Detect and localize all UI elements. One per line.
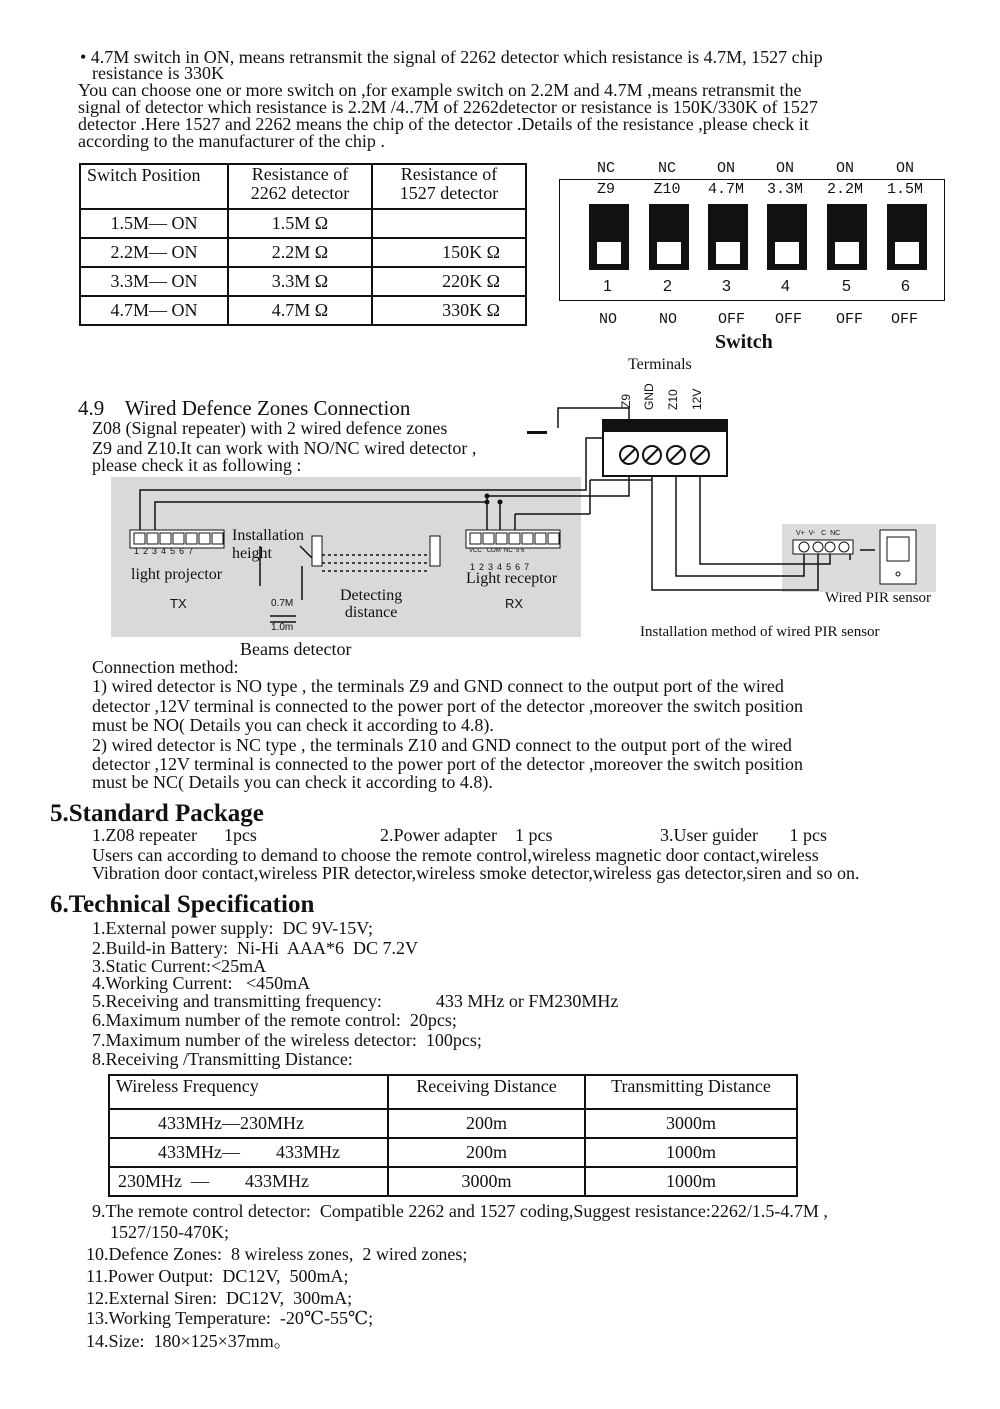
rx-num: 7 (524, 562, 534, 572)
rx-num: 4 (497, 562, 507, 572)
tx-num: 5 (170, 546, 180, 556)
table-header: Wireless Frequency (109, 1075, 388, 1109)
rx-label: RX (505, 596, 524, 611)
rx-num: 1 (470, 562, 480, 572)
table-cell: 330K Ω (372, 296, 526, 325)
rx-num: 5 (506, 562, 516, 572)
dip-switch-3 (708, 204, 748, 270)
switch-title: Switch (715, 331, 773, 353)
switch-col-3 (701, 160, 751, 198)
section-49-heading: 4.9 Wired Defence Zones Connection (78, 396, 411, 420)
rx-num: 2 (479, 562, 489, 572)
switch-label: 1.5M (886, 181, 923, 198)
section-49-line-3: please check it as following : (92, 455, 302, 475)
spec-line: 11.Power Output: DC12V, 500mA; (86, 1266, 349, 1286)
table-cell: 2.2M— ON (80, 238, 228, 267)
table-cell: 1000m (585, 1138, 797, 1167)
tx-num: 3 (152, 546, 162, 556)
table-cell: 1000m (585, 1167, 797, 1196)
table-cell: 3.3M— ON (80, 267, 228, 296)
switch-bottom-state: OFF (718, 311, 746, 328)
switch-number: 1 (603, 278, 612, 295)
tx-num: 2 (143, 546, 153, 556)
switch-number: 2 (663, 278, 672, 295)
section-6-heading: 6.Technical Specification (50, 891, 315, 918)
pir-term: NC (830, 530, 841, 537)
connection-line-1: 1) wired detector is NO type , the terminals Z9 and GND connect to the output port of the wired (92, 676, 784, 696)
switch-number: 4 (781, 278, 790, 295)
switch-label: 3.3M (766, 181, 803, 198)
table-cell: 150K Ω (372, 238, 526, 267)
spec-line: 12.External Siren: DC12V, 300mA; (86, 1288, 353, 1308)
switch-top-state: ON (895, 160, 914, 177)
switch-col-6 (880, 160, 930, 198)
table-cell: 3000m (388, 1167, 585, 1196)
table-cell: 4.7M Ω (228, 296, 372, 325)
intro-para-4: according to the manufacturer of the chip . (78, 131, 385, 151)
switch-diagram (555, 160, 950, 353)
switch-top-state: NC (596, 160, 615, 177)
spec-line: 2.Build-in Battery: Ni-Hi AAA*6 DC 7.2V (92, 938, 418, 958)
dim-label-2: 1.0m (271, 622, 294, 633)
switch-label: 4.7M (707, 181, 744, 198)
table-cell: 4.7M— ON (80, 296, 228, 325)
table-header: Resistance of 1527 detector (372, 164, 526, 209)
resistance-table (79, 163, 527, 326)
light-receptor-label: Light receptor (466, 570, 558, 587)
intro-bullet: • 4.7M switch in ON, means retransmit the signal of 2262 detector which resistance is 4.7M, 1527 chip (80, 47, 823, 67)
table-header: Transmitting Distance (585, 1075, 797, 1109)
terminal-label-12v: 12V (690, 388, 704, 410)
connection-title: Connection method: (92, 657, 239, 677)
terminal-label-z10: Z10 (666, 389, 680, 410)
pir-term: V- (808, 530, 816, 537)
rx-terminal-top (469, 548, 524, 554)
table-cell: 2.2M Ω (228, 238, 372, 267)
installation-height-label: Installation height (232, 527, 304, 562)
intro-para-1: You can choose one or more switch on ,for example switch on 2.2M and 4.7M ,means retransmit the (78, 80, 802, 100)
rx-top: COM (486, 548, 501, 554)
dim-label-1: 0.7M (271, 598, 294, 609)
pir-method-label: Installation method of wired PIR sensor (640, 624, 880, 640)
switch-top-state: ON (775, 160, 794, 177)
section-5-heading: 5.Standard Package (50, 800, 264, 827)
section-49-line-1: Z08 (Signal repeater) with 2 wired defence zones (92, 418, 448, 438)
tx-num: 4 (161, 546, 171, 556)
tx-num: 6 (179, 546, 189, 556)
dip-switch-5 (827, 204, 867, 270)
beams-detector-label: Beams detector (240, 639, 352, 659)
table-cell: 433MHz—230MHz (109, 1109, 388, 1138)
spec-line: 4.Working Current: <450mA (92, 973, 311, 993)
dip-switch-2 (649, 204, 689, 270)
pir-term: C (821, 530, 827, 537)
package-note-2: Vibration door contact,wireless PIR detector,wireless smoke detector,wireless gas detector,siren and so on. (92, 863, 860, 883)
switch-label: Z10 (653, 181, 681, 198)
switch-bottom-state: OFF (836, 311, 864, 328)
dip-switch-4 (767, 204, 807, 270)
table-cell: 220K Ω (372, 267, 526, 296)
switch-label: 2.2M (826, 181, 863, 198)
connection-line-4: 2) wired detector is NC type , the terminals Z10 and GND connect to the output port of the wired (92, 735, 792, 755)
rx-top: NC (504, 548, 513, 554)
intro-bullet-cont: resistance is 330K (92, 63, 224, 83)
table-cell: 3000m (585, 1109, 797, 1138)
table-header: Resistance of 2262 detector (228, 164, 372, 209)
table-header: Switch Position (80, 164, 228, 209)
switch-col-2 (642, 160, 692, 198)
terminals-title: Terminals (628, 356, 692, 373)
pir-term: V+ (796, 530, 805, 537)
spec-line: 10.Defence Zones: 8 wireless zones, 2 wired zones; (86, 1244, 468, 1264)
section-49-line-2: Z9 and Z10.It can work with NO/NC wired detector , (92, 438, 477, 458)
spec-line: 9.The remote control detector: Compatible 2262 and 1527 coding,Suggest resistance:2262/1.5-4.7M , (92, 1201, 828, 1221)
spec-line: 1527/150-470K; (110, 1222, 229, 1242)
switch-number: 3 (722, 278, 731, 295)
package-item-2: 2.Power adapter 1 pcs (380, 825, 553, 845)
spec-line: 13.Working Temperature: -20℃-55℃; (86, 1308, 374, 1328)
tx-num: 7 (188, 546, 198, 556)
spec-line: 6.Maximum number of the remote control: 20pcs; (92, 1010, 457, 1030)
table-cell: 230MHz — 433MHz (109, 1167, 388, 1196)
table-header: Receiving Distance (388, 1075, 585, 1109)
table-cell: 200m (388, 1109, 585, 1138)
intro-para-2: signal of detector which resistance is 2.2M /4..7M of 2262detector or resistance is 150K/330K of 1527 (78, 97, 818, 117)
terminal-label-gnd: GND (642, 383, 656, 410)
table-cell (372, 209, 526, 238)
spec-line: 7.Maximum number of the wireless detector: 100pcs; (92, 1030, 482, 1050)
switch-top-state: NC (657, 160, 676, 177)
connection-line-6: must be NC( Details you can check it according to 4.8). (92, 772, 493, 792)
detecting-distance-label: Detecting distance (340, 587, 403, 621)
switch-top-state: ON (716, 160, 735, 177)
light-projector-label: light projector (131, 566, 223, 583)
spec-line: 5.Receiving and transmitting frequency: 433 MHz or FM230MHz (92, 991, 619, 1011)
connection-line-2: detector ,12V terminal is connected to the power port of the detector ,moreover the switch position (92, 696, 803, 716)
terminal-label-z9: Z9 (619, 393, 633, 408)
rx-num: 3 (488, 562, 498, 572)
rx-top: 5 (516, 548, 520, 554)
dip-switch-1 (589, 204, 629, 270)
switch-bottom-state: NO (599, 311, 618, 328)
switch-top-state: ON (835, 160, 854, 177)
pir-sensor-label: Wired PIR sensor (825, 590, 932, 606)
package-item-3: 3.User guider 1 pcs (660, 825, 827, 845)
spec-line: 14.Size: 180×125×37mm。 (86, 1331, 292, 1351)
switch-number: 5 (842, 278, 851, 295)
tx-num: 1 (134, 546, 144, 556)
switch-bottom-state: OFF (891, 311, 919, 328)
table-cell: 1.5M— ON (80, 209, 228, 238)
switch-label: Z9 (596, 181, 615, 198)
table-cell: 433MHz— 433MHz (109, 1138, 388, 1167)
switch-number: 6 (901, 278, 910, 295)
connection-line-3: must be NO( Details you can check it according to 4.8). (92, 715, 494, 735)
table-cell: 1.5M Ω (228, 209, 372, 238)
wiring-diagram (0, 350, 1000, 660)
wiring-lines (0, 350, 1000, 660)
intro-para-3: detector .Here 1527 and 2262 means the chip of the detector .Details of the resistance ,please check it (78, 114, 809, 134)
switch-col-5 (820, 160, 870, 198)
frequency-table (108, 1074, 798, 1197)
tx-label: TX (170, 596, 187, 611)
dip-switch-6 (887, 204, 927, 270)
table-cell: 3.3M Ω (228, 267, 372, 296)
rx-num: 6 (515, 562, 525, 572)
switch-bottom-state: OFF (775, 311, 803, 328)
pir-terminal-labels (796, 530, 840, 537)
spec-line: 1.External power supply: DC 9V-15V; (92, 918, 373, 938)
rx-top: 6 (521, 548, 525, 554)
connection-line-5: detector ,12V terminal is connected to the power port of the detector ,moreover the switch position (92, 754, 803, 774)
package-note-1: Users can according to demand to choose the remote control,wireless magnetic door contact,wireless (92, 845, 819, 865)
switch-bottom-state: NO (659, 311, 678, 328)
rx-top: VCC (469, 548, 482, 554)
switch-col-4 (760, 160, 810, 198)
table-cell: 200m (388, 1138, 585, 1167)
tx-terminal-numbers (134, 546, 197, 556)
package-item-1: 1.Z08 repeater 1pcs (92, 825, 257, 845)
switch-col-1 (581, 160, 631, 198)
spec-line: 3.Static Current:<25mA (92, 956, 267, 976)
spec-line: 8.Receiving /Transmitting Distance: (92, 1049, 353, 1069)
